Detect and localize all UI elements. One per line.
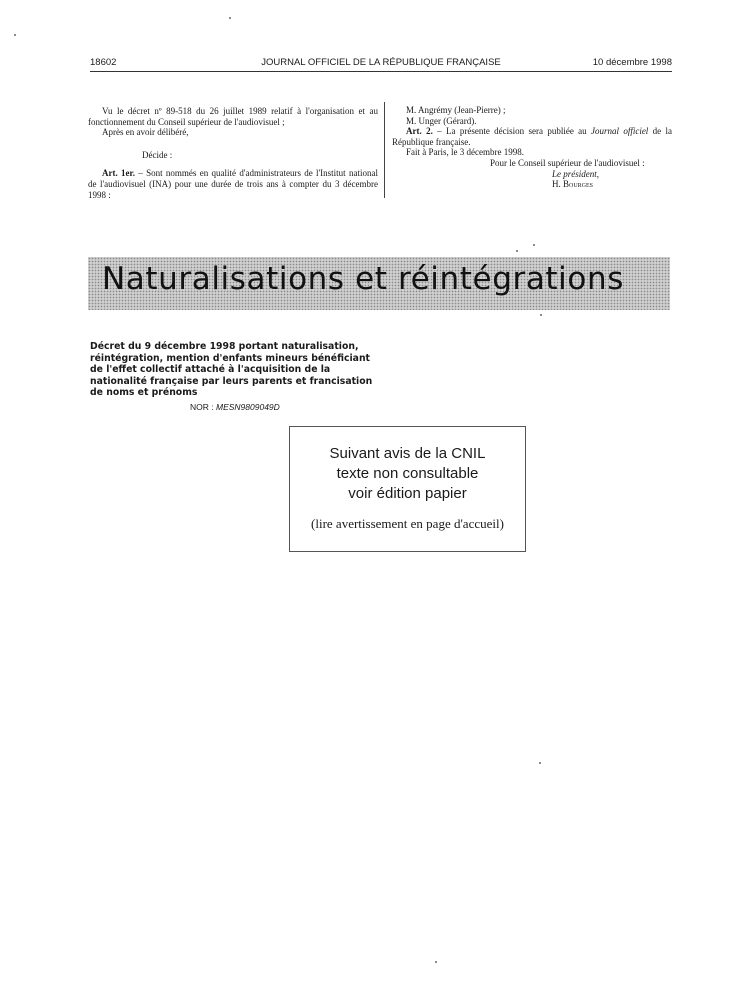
- scan-speck: [539, 762, 541, 764]
- member-angremy: M. Angrémy (Jean-Pierre) ;: [406, 105, 506, 115]
- fait-a-paris: Fait à Paris, le 3 décembre 1998.: [406, 147, 524, 158]
- scan-speck: [540, 314, 542, 316]
- scan-speck: [14, 34, 16, 36]
- nor-reference: [190, 402, 280, 412]
- pour-le-conseil: Pour le Conseil supérieur de l'audiovisuel :: [490, 157, 645, 168]
- article-1: [88, 168, 378, 200]
- cnil-line-2: texte non consultable: [336, 465, 479, 482]
- article-2-label: Art. 2.: [406, 126, 433, 137]
- column-divider: [384, 102, 385, 198]
- article-2: [392, 126, 672, 147]
- apres-paragraph: Après en avoir délibéré,: [102, 127, 189, 138]
- section-banner: [88, 257, 670, 310]
- nor-code: MESN9809049D: [216, 402, 280, 412]
- issue-date: 10 décembre 1998: [592, 57, 672, 68]
- right-column: [392, 105, 672, 190]
- article-1-label: Art. 1er.: [102, 168, 135, 179]
- decide-heading: Décide :: [142, 149, 173, 160]
- scan-speck: [533, 244, 535, 246]
- journal-title: JOURNAL OFFICIEL DE LA RÉPUBLIQUE FRANÇAISE: [261, 57, 501, 68]
- header-rule: [90, 71, 672, 72]
- decret-title: Décret du 9 décembre 1998 portant naturalisation, réintégration, mention d'enfants mineurs bénéficiant de l'effet collectif attaché à l'acquisition de la nationalité française par leurs parents et francisation de noms et prénoms: [90, 341, 373, 399]
- cnil-line-4: (lire avertissement en page d'accueil): [311, 516, 504, 531]
- article-1-text: – Sont nommés en qualité d'administrateurs de l'Institut national de l'audiovisuel (INA) pour une durée de trois ans à compter du 3 décembre 1998 :: [88, 168, 378, 200]
- page-header: [90, 57, 672, 71]
- signature: H. Bourges: [552, 179, 594, 190]
- cnil-notice-box: [289, 426, 526, 552]
- member-unger: M. Unger (Gérard).: [406, 115, 477, 126]
- section-title: Naturalisations et réintégrations: [102, 261, 624, 297]
- decret-heading: [90, 341, 386, 399]
- cnil-line-1: Suivant avis de la CNIL: [329, 445, 486, 462]
- scan-speck: [435, 961, 437, 963]
- article-2-text-after: de la République française.: [392, 126, 672, 147]
- page-number: 18602: [90, 57, 117, 68]
- article-2-text-before: – La présente décision sera publiée au: [432, 126, 591, 137]
- scan-speck: [516, 250, 518, 252]
- scan-speck: [229, 17, 231, 19]
- president-title: Le président,: [552, 168, 599, 179]
- nor-label: NOR :: [190, 402, 214, 412]
- left-column: [88, 106, 378, 200]
- cnil-line-3: voir édition papier: [348, 485, 467, 502]
- vu-paragraph: Vu le décret nº 89-518 du 26 juillet 1989 relatif à l'organisation et au fonctionnement du Conseil supérieur de l'audiovisuel ;: [88, 106, 378, 127]
- article-2-journal: Journal officiel: [590, 126, 649, 137]
